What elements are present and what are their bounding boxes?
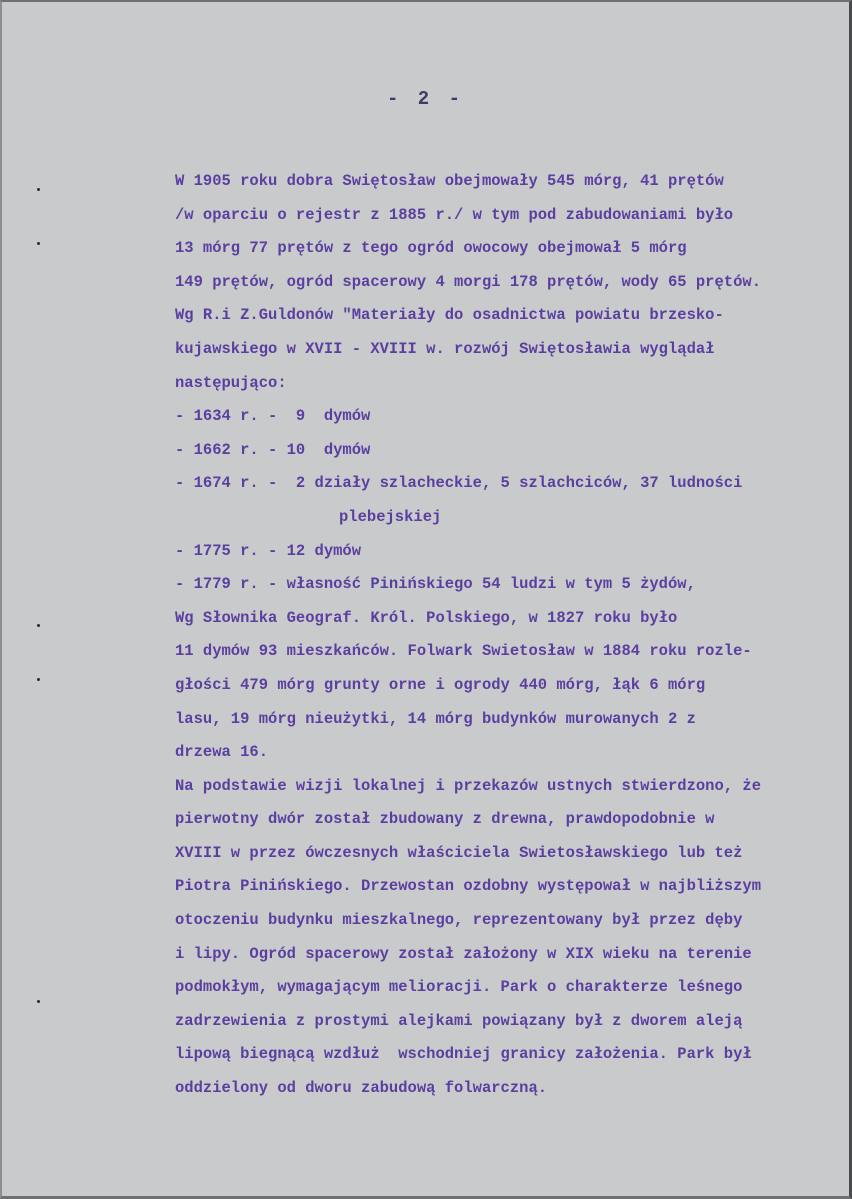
text-line: Wg Słownika Geograf. Król. Polskiego, w 1827 roku było [175, 608, 678, 627]
text-line: oddzielony od dworu zabudową folwarczną. [175, 1079, 548, 1098]
text-line: następująco: [175, 373, 287, 392]
text-line: pierwotny dwór został zbudowany z drewna, prawdopodobnie w [175, 810, 715, 829]
text-line: - 1662 r. - 10 dymów [175, 440, 371, 459]
text-line: 13 mórg 77 prętów z tego ogród owocowy obejmował 5 mórg [175, 239, 687, 258]
text-line: Wg R.i Z.Guldonów "Materiały do osadnictwa powiatu brzesko- [175, 306, 724, 325]
text-line: - 1775 r. - 12 dymów [175, 541, 362, 560]
text-line: głości 479 mórg grunty orne i ogrody 440 mórg, łąk 6 mórg [175, 675, 706, 694]
text-line: podmokłym, wymagającym melioracji. Park o charakterze leśnego [175, 978, 743, 997]
text-line: otoczeniu budynku mieszkalnego, reprezentowany był przez dęby [175, 911, 743, 930]
text-line: - 1779 r. - własność Pinińskiego 54 ludzi w tym 5 żydów, [175, 575, 696, 594]
text-line: i lipy. Ogród spacerowy został założony w XIX wieku na terenie [175, 944, 752, 963]
text-line: Na podstawie wizji lokalnej i przekazów ustnych stwierdzono, że [175, 776, 761, 795]
text-line: /w oparciu o rejestr z 1885 r./ w tym pod zabudowaniami było [175, 205, 734, 224]
text-line: XVIII w przez ówczesnych właściciela Swietosławskiego lub też [175, 843, 743, 862]
text-line: lasu, 19 mórg nieużytki, 14 mórg budynków murowanych 2 z [175, 709, 696, 728]
page-number: - 2 - [386, 88, 464, 110]
text-line: 149 prętów, ogród spacerowy 4 morgi 178 prętów, wody 65 prętów. [175, 272, 761, 291]
text-line: plebejskiej [339, 507, 442, 526]
text-line: lipową biegnącą wzdłuż wschodniej granicy założenia. Park był [175, 1045, 752, 1064]
text-line: W 1905 roku dobra Swiętosław obejmowały 545 mórg, 41 prętów [175, 172, 724, 190]
text-line: kujawskiego w XVII - XVIII w. rozwój Swiętosławia wyglądał [175, 339, 715, 358]
text-line: 11 dymów 93 mieszkańców. Folwark Swietosław w 1884 roku rozle- [175, 642, 752, 661]
typewritten-text [2, 165, 852, 1106]
text-line: drzewa 16. [175, 743, 269, 762]
text-line: Piotra Pinińskiego. Drzewostan ozdobny występował w najbliższym [175, 877, 761, 896]
text-line: - 1674 r. - 2 działy szlacheckie, 5 szlachciców, 37 ludności [175, 474, 743, 493]
text-line: - 1634 r. - 9 dymów [175, 407, 371, 426]
text-line: zadrzewienia z prostymi alejkami powiązany był z dworem aleją [175, 1011, 743, 1030]
